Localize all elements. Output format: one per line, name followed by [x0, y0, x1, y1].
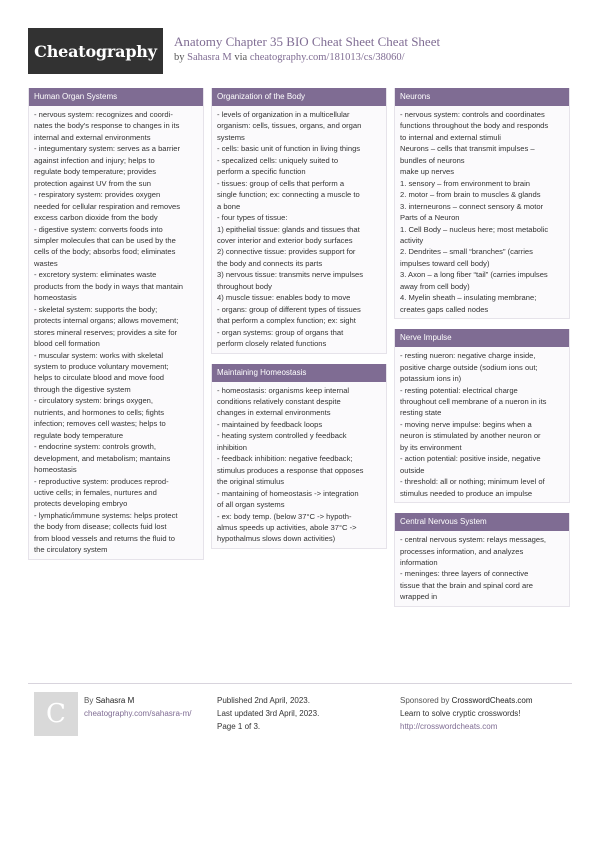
section-body — [212, 382, 386, 548]
section-text-line: - lymphatic/immune systems: helps protect — [34, 510, 178, 520]
section-text-line: systems — [217, 132, 245, 142]
section-text-line: wrapped in — [400, 592, 438, 602]
section-text-line: helps to circulate blood and move food — [34, 373, 165, 383]
section-text-line: nutrients, and hormones to cells; fights — [34, 407, 165, 417]
footer-published: Published 2nd April, 2023. — [217, 696, 310, 705]
section-body — [395, 347, 569, 502]
section-text-line: - organ systems: group of organs that — [217, 327, 344, 337]
footer-by-label: By — [84, 696, 94, 705]
byline-author-link[interactable]: Sahasra M — [187, 52, 232, 63]
byline-by: by — [174, 52, 185, 63]
section-text-line: hypothalmus slows down activities) — [217, 534, 336, 544]
footer-sponsor-label: Sponsored by — [400, 696, 450, 705]
section-text-line: - skeletal system: supports the body; — [34, 304, 158, 314]
section-text-line: regulate body temperature; provides — [34, 167, 156, 177]
section-text-line: 4. Myelin sheath – insulating membrane; — [400, 293, 537, 303]
footer-updated: Last updated 3rd April, 2023. — [217, 709, 320, 718]
section-text-line: against infection and injury; helps to — [34, 155, 155, 165]
section-text-line: wastes — [34, 258, 58, 268]
section-text-line: by its environment — [400, 442, 462, 452]
section-text-line: - maintained by feedback loops — [217, 419, 323, 429]
section-organization-of-the-body — [211, 88, 387, 354]
column-middle — [211, 88, 387, 559]
section-text-line: - nervous system: controls and coordinates — [400, 110, 545, 119]
section-text-line: - heating system controlled y feedback — [217, 431, 347, 441]
section-text-line: - feedback inhibition: negative feedback; — [217, 454, 353, 464]
section-text-line: the circulatory system — [34, 545, 108, 555]
section-text-line: to internal and external stimuli — [400, 132, 501, 142]
section-text-line: protects internal organs; allows movement; — [34, 316, 179, 326]
section-text-line: outside — [400, 465, 425, 475]
section-text-line: almus speeds up activities, abole 37°C -> — [217, 522, 357, 532]
section-text-line: single function; ex: connecting a muscle to — [217, 190, 360, 200]
page-title: Anatomy Chapter 35 BIO Cheat Sheet Cheat Sheet — [174, 34, 441, 49]
footer-sponsor — [400, 694, 533, 733]
section-text-line: inhibition — [217, 442, 247, 452]
section-text-line: stimulus needed to produce an impulse — [400, 488, 533, 498]
section-text-line: needed for cellular respiration and removes — [34, 201, 181, 211]
section-text-line: creates gaps called nodes — [400, 304, 489, 314]
section-text-line: - ex: body temp. (below 37°C -> hypoth- — [217, 511, 352, 521]
section-text-line: - reproductive system: produces reprod- — [34, 476, 169, 486]
section-text-line: uctive cells; in females, nurtures and — [34, 487, 157, 497]
section-text-line: throughout body — [217, 281, 272, 291]
section-body — [395, 106, 569, 318]
section-text-line: activity — [400, 235, 424, 245]
column-right — [394, 88, 570, 617]
section-neurons — [394, 88, 570, 319]
section-text-line: 1. sensory – from environment to brain — [400, 178, 530, 188]
byline-via: via — [234, 52, 248, 63]
section-text-line: 1. Cell Body – nucleus here; most metabolic — [400, 224, 549, 234]
section-central-nervous-system — [394, 513, 570, 607]
section-text-line: 4) muscle tissue: enables body to move — [217, 293, 351, 303]
section-text-line: - integumentary system: serves as a barrier — [34, 144, 181, 154]
section-text-line: - central nervous system: relays messages, — [400, 535, 547, 545]
section-title: Maintaining Homeostasis — [212, 364, 386, 382]
section-text-line: - digestive system: converts foods into — [34, 224, 163, 234]
logo-text: Cheatography — [34, 41, 157, 61]
section-title: Central Nervous System — [395, 513, 569, 531]
section-text-line: cover interior and exterior body surfaces — [217, 235, 353, 245]
section-text-line: - four types of tissue: — [217, 213, 288, 223]
footer-sponsor-name[interactable]: CrosswordCheats.com — [451, 696, 533, 705]
section-text-line: 3) nervous tissue: transmits nerve impulses — [217, 270, 364, 280]
section-text-line: - excretory system: eliminates waste — [34, 270, 157, 280]
section-text-line: - resting potential: electrical charge — [400, 385, 518, 395]
section-text-line: away from cell body) — [400, 281, 470, 291]
section-text-line: tissue that the brain and spinal cord are — [400, 580, 533, 590]
page-footer — [28, 683, 572, 743]
section-text-line: make up nerves — [400, 167, 455, 177]
section-text-line: conditions relatively constant despite — [217, 396, 341, 406]
section-text-line: the body and connects its parts — [217, 258, 323, 268]
section-text-line: - threshold: all or nothing; minimum level of — [400, 477, 545, 487]
section-title: Nerve Impulse — [395, 329, 569, 347]
section-maintaining-homeostasis — [211, 364, 387, 549]
section-text-line: - muscular system: works with skeletal — [34, 350, 164, 360]
section-text-line: resting state — [400, 408, 442, 418]
section-text-line: - specalized cells: uniquely suited to — [217, 155, 339, 165]
section-text-line: - cells: basic unit of function in living things — [217, 144, 361, 154]
section-text-line: cells of the body; absorbs food; eliminates — [34, 247, 176, 257]
section-text-line: Neurons – cells that transmit impulses – — [400, 144, 535, 154]
section-text-line: - organs: group of different types of tissues — [217, 304, 361, 314]
avatar — [34, 692, 78, 736]
section-title: Organization of the Body — [212, 88, 386, 106]
section-text-line: 2. motor – from brain to muscles & glands — [400, 190, 541, 200]
section-text-line: impulses toward cell body) — [400, 258, 490, 268]
byline-url-link[interactable]: cheatography.com/181013/cs/38060/ — [249, 52, 405, 63]
section-text-line: homeostasis — [34, 465, 77, 475]
column-left — [28, 88, 204, 570]
section-text-line: of all organ systems — [217, 500, 285, 510]
section-text-line: homeostasis — [34, 293, 77, 303]
section-text-line: positive charge outside (sodium ions out; — [400, 362, 538, 372]
section-text-line: protection against UV from the sun — [34, 178, 151, 188]
section-body — [212, 106, 386, 353]
section-text-line: - mantaining of homeostasis -> integration — [217, 488, 359, 498]
section-text-line: - circulatory system: brings oxygen, — [34, 396, 154, 406]
section-text-line: Parts of a Neuron — [400, 213, 460, 223]
page-header — [28, 28, 572, 76]
section-text-line: bundles of neurons — [400, 155, 465, 165]
section-text-line: the original stimulus — [217, 477, 285, 487]
section-text-line: 3. Axon – a long fiber “tail” (carries impulses — [400, 270, 548, 280]
section-text-line: potassium ions in) — [400, 374, 462, 384]
footer-page: Page 1 of 3. — [217, 722, 261, 731]
section-text-line: the body from disease; collects fuid lost — [34, 522, 167, 532]
byline — [174, 52, 405, 63]
section-text-line: processes information, and analyzes — [400, 546, 524, 556]
section-text-line: throughout cell membrane of a nueron in its — [400, 396, 547, 406]
section-text-line: stores mineral reserves; provides a site for — [34, 327, 178, 337]
section-text-line: through the digestive system — [34, 384, 131, 394]
section-text-line: information — [400, 557, 438, 567]
section-text-line: simpler molecules that can be used by the — [34, 235, 176, 245]
footer-author — [84, 694, 191, 720]
section-text-line: - respiratory system: provides oxygen — [34, 190, 161, 200]
section-text-line: organism: cells, tissues, organs, and organ — [217, 121, 362, 131]
section-text-line: - homeostasis: organisms keep internal — [217, 385, 350, 395]
section-text-line: 3. interneurons – connect sensory & motor — [400, 201, 544, 211]
section-text-line: - resting nueron: negative charge inside, — [400, 351, 536, 361]
footer-author-url[interactable]: cheatography.com/sahasra-m/ — [84, 709, 192, 718]
section-text-line: development, and metabolism; mantains — [34, 453, 171, 463]
footer-dates — [217, 694, 319, 733]
section-text-line: perform closely related functions — [217, 339, 327, 349]
section-text-line: stimulus produces a response that opposes — [217, 465, 364, 475]
footer-sponsor-url[interactable]: http://crosswordcheats.com — [400, 722, 498, 731]
avatar-letter: C — [46, 699, 66, 729]
section-text-line: a bone — [217, 201, 241, 211]
section-text-line: 2) connective tissue: provides support for — [217, 247, 356, 257]
cheatography-logo[interactable] — [28, 28, 163, 74]
section-body — [29, 106, 203, 559]
section-text-line: - action potential: positive inside, negative — [400, 454, 541, 464]
section-text-line: neuron is stimulated by another neuron or — [400, 431, 541, 441]
section-text-line: from blood vessels and returns the fluid to — [34, 533, 175, 543]
section-text-line: changes in external environments — [217, 408, 331, 418]
section-text-line: - tissues: group of cells that perform a — [217, 178, 345, 188]
section-text-line: infection; removes cell wastes; helps to — [34, 419, 166, 429]
section-text-line: - meninges: three layers of connective — [400, 569, 529, 579]
section-text-line: - endocrine system: controls growth, — [34, 442, 156, 452]
section-body — [395, 531, 569, 606]
section-text-line: internal and external environments — [34, 132, 151, 142]
section-text-line: that perform a complex function; ex: sight — [217, 316, 356, 326]
section-text-line: - moving nerve impulse: begins when a — [400, 419, 532, 429]
section-title: Human Organ Systems — [29, 88, 203, 106]
footer-author-name[interactable]: Sahasra M — [95, 696, 135, 705]
section-text-line: regulate body temperature — [34, 430, 124, 440]
section-text-line: 2. Dendrites – small “branches” (carries — [400, 247, 533, 257]
section-text-line: protects developing embryo — [34, 499, 128, 509]
section-nerve-impulse — [394, 329, 570, 503]
section-text-line: perform a specific function — [217, 167, 306, 177]
section-text-line: - nervous system: recognizes and coordi- — [34, 110, 173, 119]
section-text-line: products from the body in ways that mantain — [34, 281, 183, 291]
section-text-line: - levels of organization in a multicellular — [217, 110, 350, 119]
section-text-line: blood cell formation — [34, 339, 100, 349]
section-text-line: functions throughout the body and responds — [400, 121, 549, 131]
section-human-organ-systems — [28, 88, 204, 560]
footer-sponsor-tagline: Learn to solve cryptic crosswords! — [400, 709, 521, 718]
section-text-line: nates the body's response to changes in its — [34, 121, 180, 131]
section-text-line: excess carbon dioxide from the body — [34, 213, 158, 223]
section-text-line: system to produce voluntary movement; — [34, 361, 169, 371]
section-title: Neurons — [395, 88, 569, 106]
section-text-line: 1) epithelial tissue: glands and tissues that — [217, 224, 360, 234]
